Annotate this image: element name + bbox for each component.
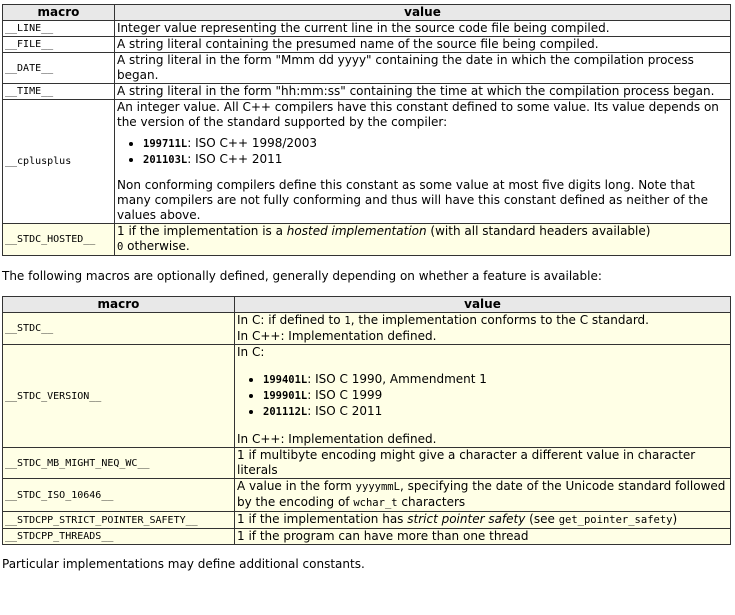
value-line: In C++: Implementation defined.	[237, 329, 437, 343]
macro-value	[235, 313, 731, 345]
value-code: wchar_t	[353, 497, 398, 509]
macro-name: __STDC_VERSION__	[3, 345, 235, 448]
value-text: , the implementation conforms to the C standard.	[350, 313, 649, 327]
footer-note: Particular implementations may define additional constants.	[2, 557, 365, 571]
value-line	[117, 239, 728, 255]
strict-pointer-safety-term: strict pointer safety	[407, 512, 526, 526]
table-row	[3, 224, 731, 256]
macro-value: A string literal in the form "Mmm dd yyyy" containing the date in which the compilation process began.	[115, 53, 731, 84]
value-text: characters	[397, 495, 466, 509]
value-text: (see	[525, 512, 559, 526]
version-code: 201112L	[263, 406, 308, 418]
table-row	[3, 529, 731, 545]
table-row	[3, 37, 731, 53]
macro-name: __cplusplus	[3, 100, 115, 224]
value-column-header: value	[235, 297, 731, 313]
value-text: 1 if the implementation is a	[117, 224, 287, 238]
value-column-header: value	[115, 5, 731, 21]
hosted-implementation-term: hosted implementation	[286, 224, 427, 238]
table-row	[3, 21, 731, 37]
value-code: 1	[344, 315, 351, 327]
value-text: 1 if the implementation has	[237, 512, 408, 526]
macro-name: __STDC_HOSTED__	[3, 224, 115, 256]
value-line	[117, 224, 728, 239]
optional-macros-table	[2, 296, 731, 545]
value-text: A value in the form	[237, 479, 356, 493]
value-outro: In C++: Implementation defined.	[237, 432, 437, 446]
version-list	[237, 372, 728, 420]
macro-name: __STDC_MB_MIGHT_NEQ_WC__	[3, 448, 235, 479]
value-outro: Non conforming compilers define this constant as some value at most five digits long. Note that many compilers are not fully conforming and thus will have this constant defined as neither of the values above.	[117, 178, 709, 222]
macro-value	[115, 100, 731, 224]
value-text: otherwise.	[123, 239, 190, 253]
macro-value: A string literal in the form "hh:mm:ss" containing the time at which the compilation process began.	[115, 84, 731, 100]
value-text: (with all standard headers available)	[426, 224, 651, 238]
value-intro: An integer value. All C++ compilers have this constant defined to some value. Its value depends on the version of the standard supported by the compiler:	[117, 100, 719, 129]
optional-macros-intro: The following macros are optionally defined, generally depending on whether a feature is available:	[2, 269, 602, 283]
macro-name: __DATE__	[3, 53, 115, 84]
table-row	[3, 512, 731, 529]
version-code: 201103L	[143, 154, 188, 166]
macro-column-header: macro	[3, 5, 115, 21]
table-row	[3, 479, 731, 512]
version-code: 199401L	[263, 374, 308, 386]
macro-value	[115, 224, 731, 256]
table-row	[3, 84, 731, 100]
macro-name: __STDC__	[3, 313, 235, 345]
list-item	[263, 372, 728, 388]
macro-value	[235, 479, 731, 512]
value-intro: In C:	[237, 345, 265, 359]
version-text: : ISO C 2011	[307, 404, 383, 418]
list-item	[143, 152, 728, 168]
table-row	[3, 448, 731, 479]
version-text: : ISO C 1990, Ammendment 1	[307, 372, 487, 386]
list-item	[263, 404, 728, 420]
value-code: yyyymmL	[355, 481, 400, 493]
version-code: 199901L	[263, 390, 308, 402]
list-item	[263, 388, 728, 404]
version-text: : ISO C++ 2011	[187, 152, 283, 166]
value-line	[237, 313, 728, 329]
macro-value: 1 if multibyte encoding might give a character a different value in character literals	[235, 448, 731, 479]
macro-column-header: macro	[3, 297, 235, 313]
value-text: In C: if defined to	[237, 313, 345, 327]
table-row	[3, 100, 731, 224]
value-text: , specifying the date of the Unicode standard followed by the encoding of	[237, 479, 726, 509]
macro-value: A string literal containing the presumed name of the source file being compiled.	[115, 37, 731, 53]
macro-value	[235, 512, 731, 529]
table-row	[3, 313, 731, 345]
macro-name: __TIME__	[3, 84, 115, 100]
table-row	[3, 345, 731, 448]
table-header-row	[3, 5, 731, 21]
macro-name: __LINE__	[3, 21, 115, 37]
table-header-row	[3, 297, 731, 313]
version-text: : ISO C++ 1998/2003	[187, 136, 317, 150]
value-code: 0	[117, 241, 124, 253]
macro-name: __STDCPP_STRICT_POINTER_SAFETY__	[3, 512, 235, 529]
macro-name: __STDC_ISO_10646__	[3, 479, 235, 512]
macro-value	[235, 345, 731, 448]
table-row	[3, 53, 731, 84]
version-list	[117, 136, 728, 168]
standard-macros-table	[2, 4, 731, 256]
macro-name: __FILE__	[3, 37, 115, 53]
list-item	[143, 136, 728, 152]
value-text: )	[672, 512, 678, 526]
version-text: : ISO C 1999	[307, 388, 383, 402]
macro-value: 1 if the program can have more than one thread	[235, 529, 731, 545]
macro-name: __STDCPP_THREADS__	[3, 529, 235, 545]
version-code: 199711L	[143, 138, 188, 150]
macro-value: Integer value representing the current line in the source code file being compiled.	[115, 21, 731, 37]
get-pointer-safety-link[interactable]: get_pointer_safety	[558, 514, 673, 526]
